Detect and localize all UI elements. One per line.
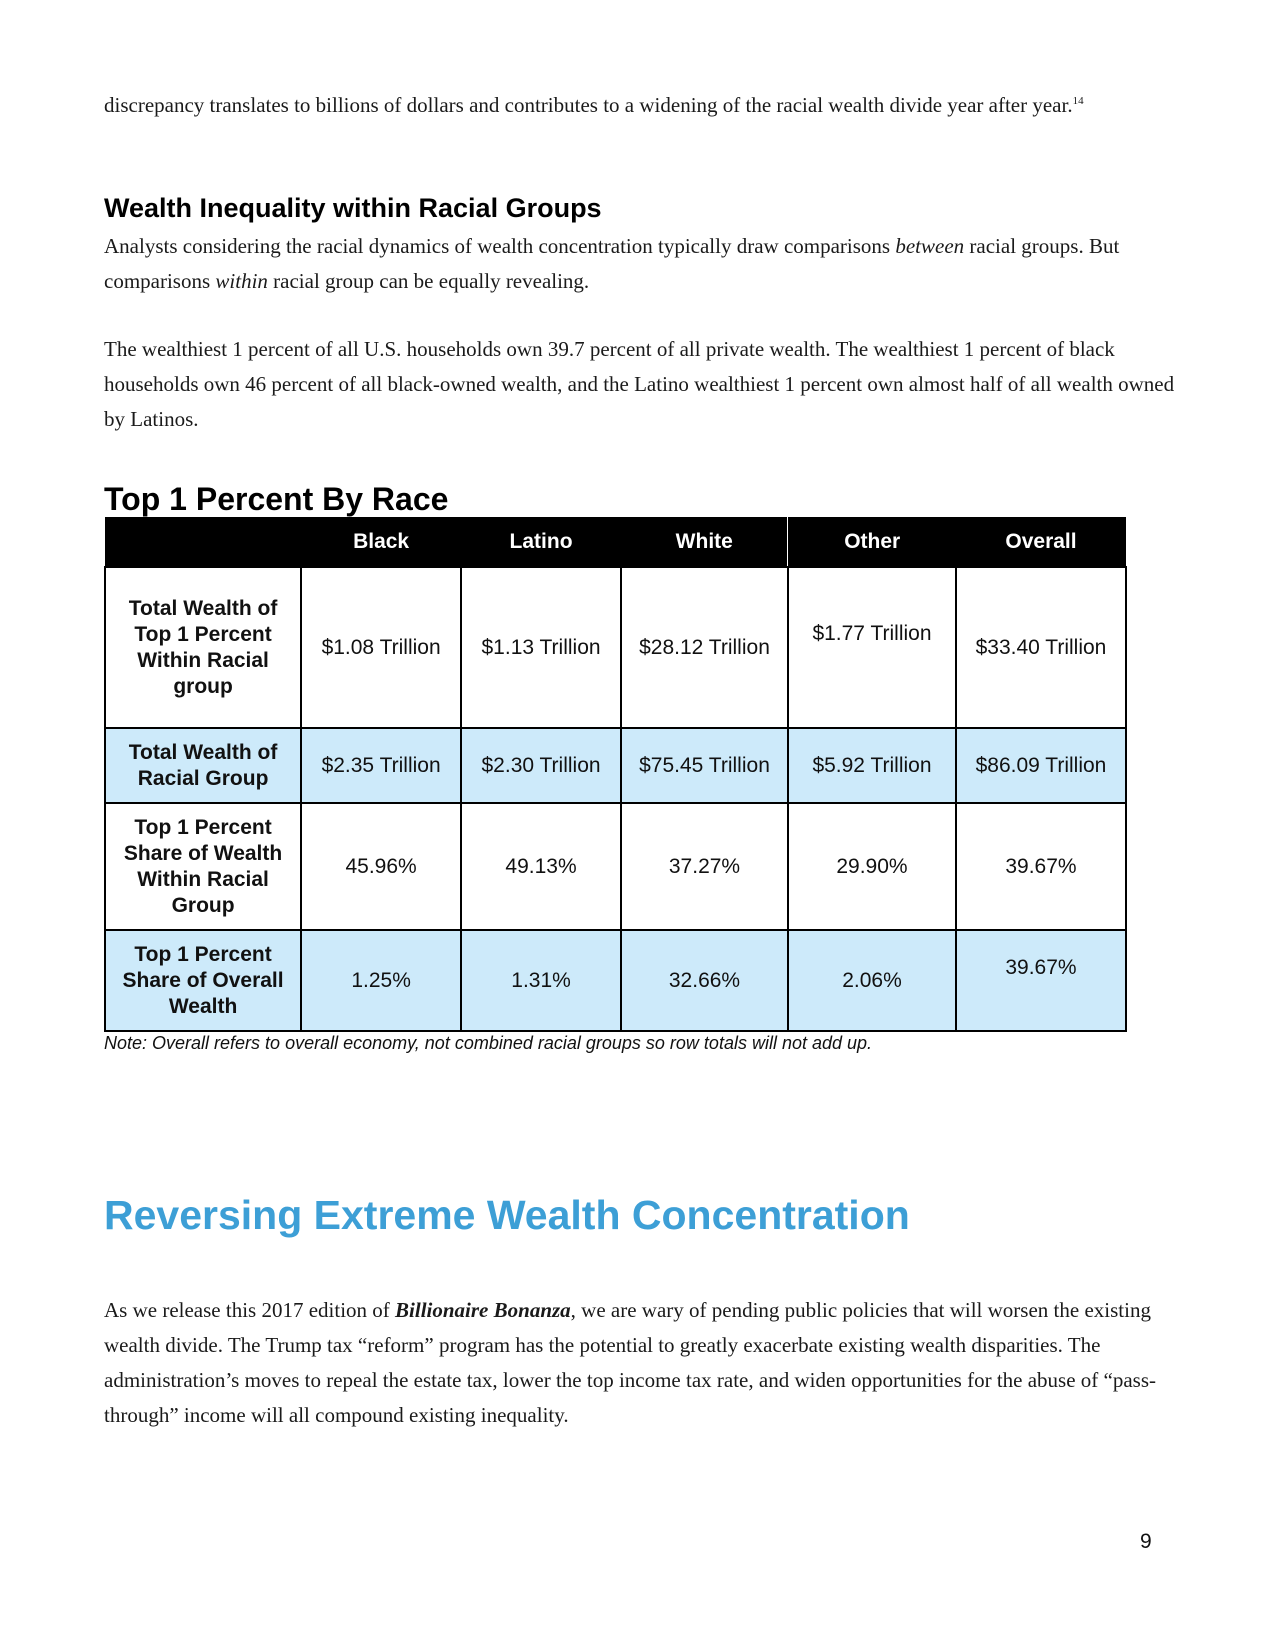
table-cell: 39.67% [956,803,1126,930]
table-row [105,930,1126,1031]
table-cell: 39.67% [956,930,1126,1031]
header-other: Other [788,517,956,567]
row-label: Top 1 Percent Share of Overall Wealth [105,930,301,1031]
section2-paragraph [104,1293,1179,1433]
header-white: White [621,517,788,567]
p1-text-c: racial group can be equally revealing. [267,269,590,293]
table-cell: 49.13% [461,803,621,930]
section1-paragraph-2: The wealthiest 1 percent of all U.S. households own 39.7 percent of all private wealth. The wealthiest 1 percent of black households own 46 percent of all black-owned wealth, and the Latino wealthiest 1 percent own almost half of all wealth owned by Latinos. [104,337,1175,431]
section-heading-reversing: Reversing Extreme Wealth Concentration [104,1192,910,1238]
table-cell: 32.66% [621,930,788,1031]
table-row [105,728,1126,803]
table-header-row [105,517,1126,567]
table-cell: 1.25% [301,930,461,1031]
header-latino: Latino [461,517,621,567]
p1-emphasis-within: within [215,269,268,293]
intro-text: discrepancy translates to billions of dollars and contributes to a widening of the racial wealth divide year after year. [104,93,1073,117]
header-black: Black [301,517,461,567]
intro-paragraph [104,88,1179,123]
table-cell: 45.96% [301,803,461,930]
table-cell: 29.90% [788,803,956,930]
table-cell: 1.31% [461,930,621,1031]
table-cell: $28.12 Trillion [621,567,788,728]
report-title: Billionaire Bonanza [395,1298,571,1322]
p-text-b: , we are wary of pending public policies that will worsen the existing wealth divide. The Trump tax “reform” program has the potential to greatly exacerbate existing wealth disparities. The administration’s moves to repeal the estate tax, lower the top income tax rate, and widen opportunities for the abuse of “pass-through” income will all compound existing inequality. [104,1298,1157,1427]
row-label: Total Wealth of Racial Group [105,728,301,803]
section1-paragraph-1 [104,229,1179,299]
table-cell: $2.35 Trillion [301,728,461,803]
table-cell: 2.06% [788,930,956,1031]
footnote-marker[interactable]: 14 [1072,95,1084,107]
table-cell: $5.92 Trillion [788,728,956,803]
p1-text-a: Analysts considering the racial dynamics of wealth concentration typically draw comparisons [104,234,896,258]
p-text-a: As we release this 2017 edition of [104,1298,396,1322]
header-empty [105,517,301,567]
top-one-percent-table [104,517,1127,1032]
table-cell: $86.09 Trillion [956,728,1126,803]
p1-emphasis-between: between [895,234,965,258]
page-number: 9 [1140,1530,1152,1553]
table-cell: 37.27% [621,803,788,930]
table-row [105,803,1126,930]
p1-text-b: racial groups. But comparisons [104,234,1120,293]
table-note: Note: Overall refers to overall economy, not combined racial groups so row totals will not add up. [104,1033,873,1053]
row-label: Top 1 Percent Share of Wealth Within Racial Group [105,803,301,930]
table-cell: $33.40 Trillion [956,567,1126,728]
row-label: Total Wealth of Top 1 Percent Within Racial group [105,567,301,728]
table-cell: $1.13 Trillion [461,567,621,728]
table-row [105,567,1126,728]
header-overall: Overall [956,517,1126,567]
table-cell: $75.45 Trillion [621,728,788,803]
table-cell: $1.77 Trillion [788,567,956,728]
table-cell: $1.08 Trillion [301,567,461,728]
table-cell: $2.30 Trillion [461,728,621,803]
section-heading-wealth-inequality: Wealth Inequality within Racial Groups [104,193,602,223]
table-title: Top 1 Percent By Race [104,481,449,517]
